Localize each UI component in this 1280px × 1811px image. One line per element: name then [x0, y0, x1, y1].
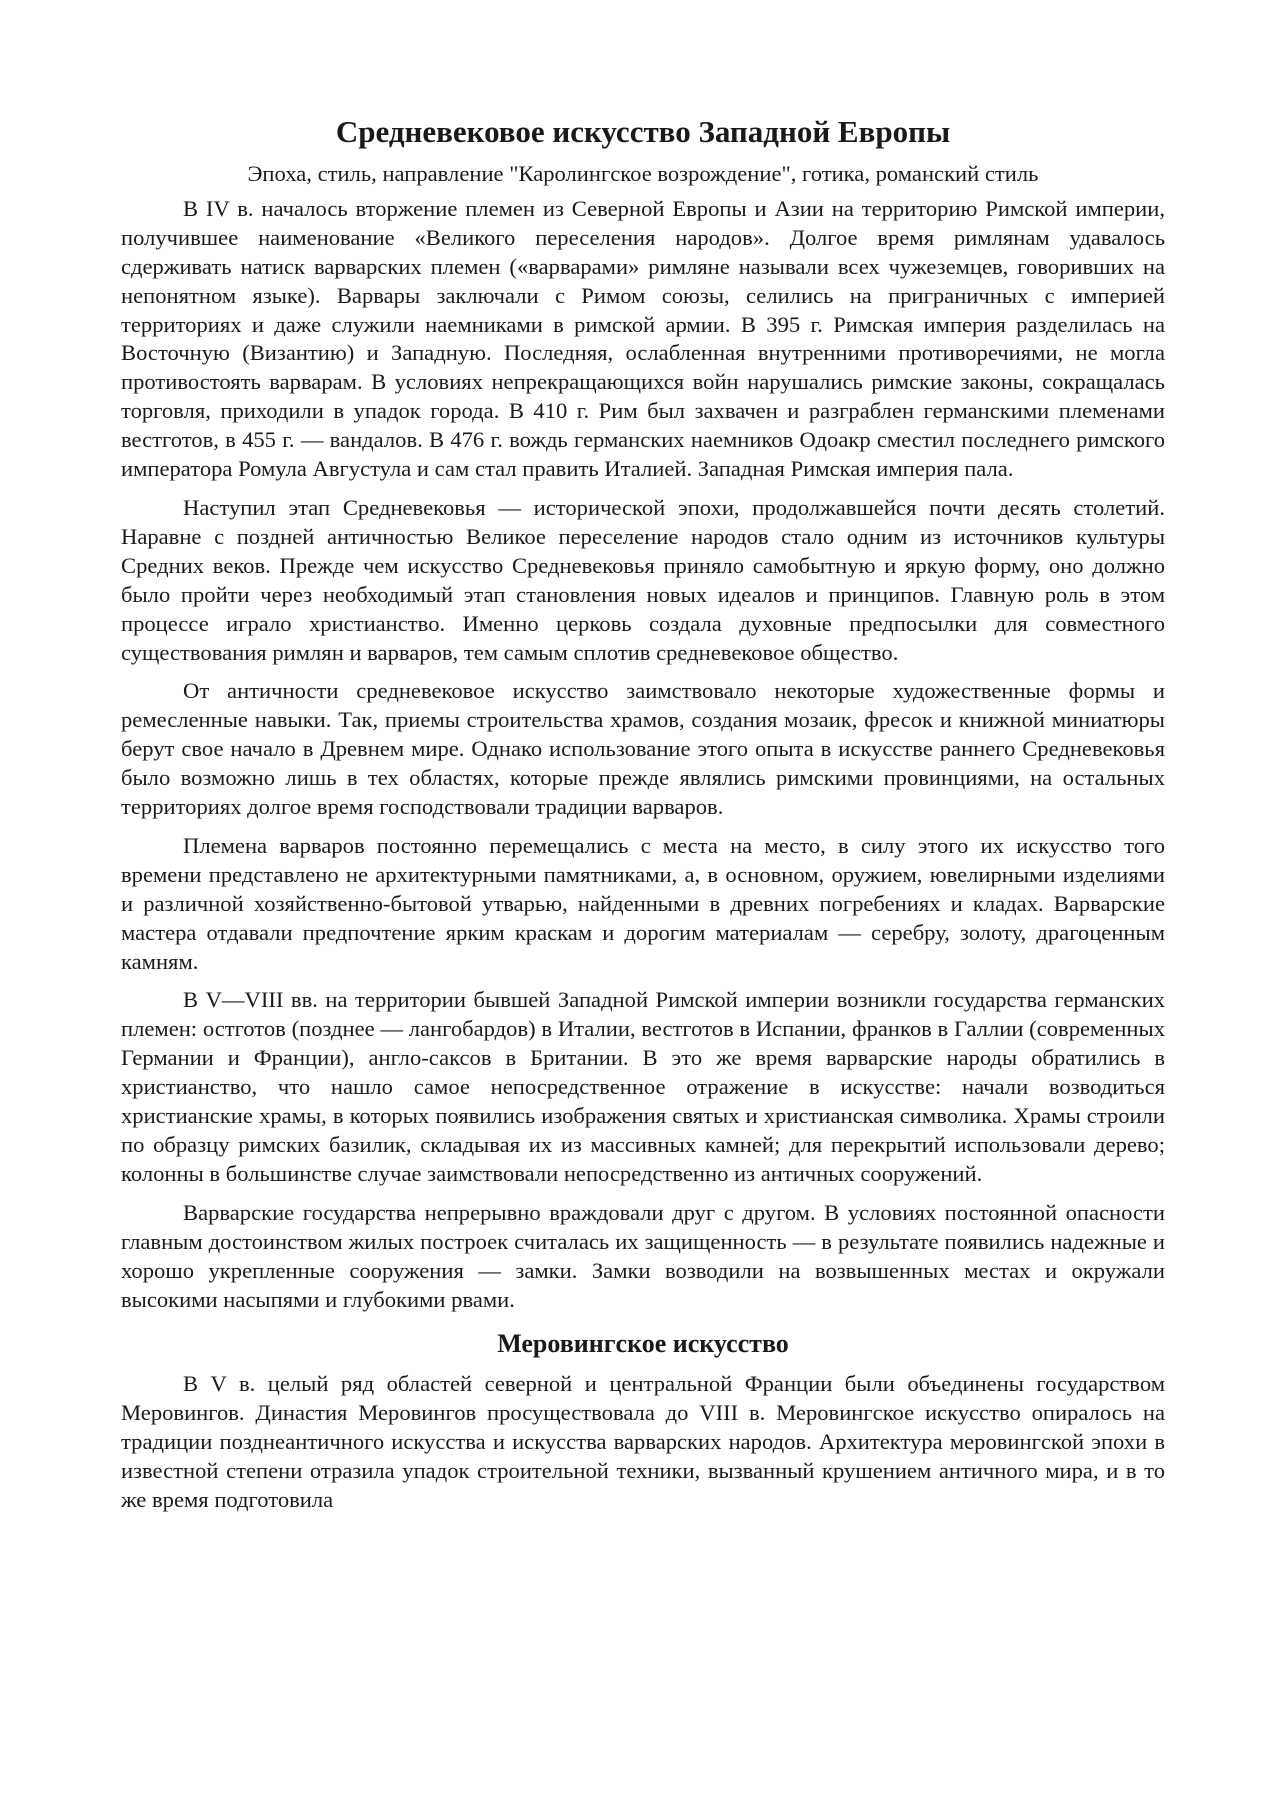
- paragraph: Наступил этап Средневековья — исторической эпохи, продолжавшейся почти десять столетий. Наравне с поздней античностью Великое переселение народов стало одним из источников культуры Средних веков. Прежде чем искусство Средневековья приняло самобытную и яркую форму, оно должно было пройти через необходимый этап становления новых идеалов и принципов. Главную роль в этом процессе играло христианство. Именно церковь создала духовные предпосылки для совместного существования римлян и варваров, тем самым сплотив средневековое общество.: [121, 494, 1165, 665]
- document-subtitle: Эпоха, стиль, направление "Каролингское возрождение", готика, романский стиль: [247, 161, 1039, 186]
- paragraph: Варварские государства непрерывно враждовали друг с другом. В условиях постоянной опасности главным достоинством жилых построек считалась их защищенность — в результате появились надежные и хорошо укрепленные сооружения — замки. Замки возводили на возвышенных местах и окружали высокими насыпями и глубокими рвами.: [121, 1199, 1165, 1312]
- paragraph: В IV в. началось вторжение племен из Северной Европы и Азии на территорию Римской империи, получившее наименование «Великого переселения народов». Долгое время римлянам удавалось сдерживать натиск варварских племен («варварами» римляне называли всех чужеземцев, говоривших на непонятном языке). Варвары заключали с Римом союзы, селились на приграничных с империей территориях и даже служили наемниками в римской армии. В 395 г. Римская империя разделилась на Восточную (Византию) и Западную. Последняя, ослабленная внутренними противоречиями, не могла противостоять варварам. В условиях непрекращающихся войн нарушались римские законы, сокращалась торговля, приходили в упадок города. В 410 г. Рим был захвачен и разграблен германскими племенами вестготов, в 455 г. — вандалов. В 476 г. вождь германских наемников Одоакр сместил последнего римского императора Ромула Августула и сам стал править Италией. Западная Римская империя пала.: [121, 195, 1165, 482]
- paragraph: От античности средневековое искусство заимствовало некоторые художественные формы и ремесленные навыки. Так, приемы строительства храмов, создания мозаик, фресок и книжной миниатюры берут свое начало в Древнем мире. Однако использование этого опыта в искусстве раннего Средневековья было возможно лишь в тех областях, которые прежде являлись римскими провинциями, на остальных территориях долгое время господствовали традиции варваров.: [121, 678, 1165, 820]
- section-heading: Меровингское искусство: [497, 1329, 789, 1359]
- paragraph: В V в. целый ряд областей северной и центральной Франции были объединены государством Меровингов. Династия Меровингов просуществовала до VIII в. Меровингское искусство опиралось на традиции позднеантичного искусства и искусства варварских народов. Архитектура меровингской эпохи в известной степени отразила упадок строительной техники, вызванный крушением античного мира, и в то же время подготовила: [121, 1371, 1165, 1513]
- document-page: [121, 112, 1165, 1525]
- paragraph: Племена варваров постоянно перемещались с места на место, в силу этого их искусство того времени представлено не архитектурными памятниками, а, в основном, оружием, ювелирными изделиями и различной хозяйственно-бытовой утварью, найденными в древних погребениях и кладах. Варварские мастера отдавали предпочтение ярким краскам и дорогим материалам — серебру, золоту, драгоценным камням.: [121, 832, 1165, 974]
- paragraph: В V—VIII вв. на территории бывшей Западной Римской империи возникли государства германских племен: остготов (позднее — лангобардов) в Италии, вестготов в Испании, франков в Галлии (современных Германии и Франции), англо-саксов в Британии. В это же время варварские народы обратились в христианство, что нашло самое непосредственное отражение в искусстве: начали возводиться христианские храмы, в которых появились изображения святых и христианская символика. Храмы строили по образцу римских базилик, складывая их из массивных камней; для перекрытий использовали дерево; колонны в большинстве случае заимствовали непосредственно из античных сооружений.: [121, 987, 1165, 1186]
- document-title: Средневековое искусство Западной Европы: [335, 114, 951, 149]
